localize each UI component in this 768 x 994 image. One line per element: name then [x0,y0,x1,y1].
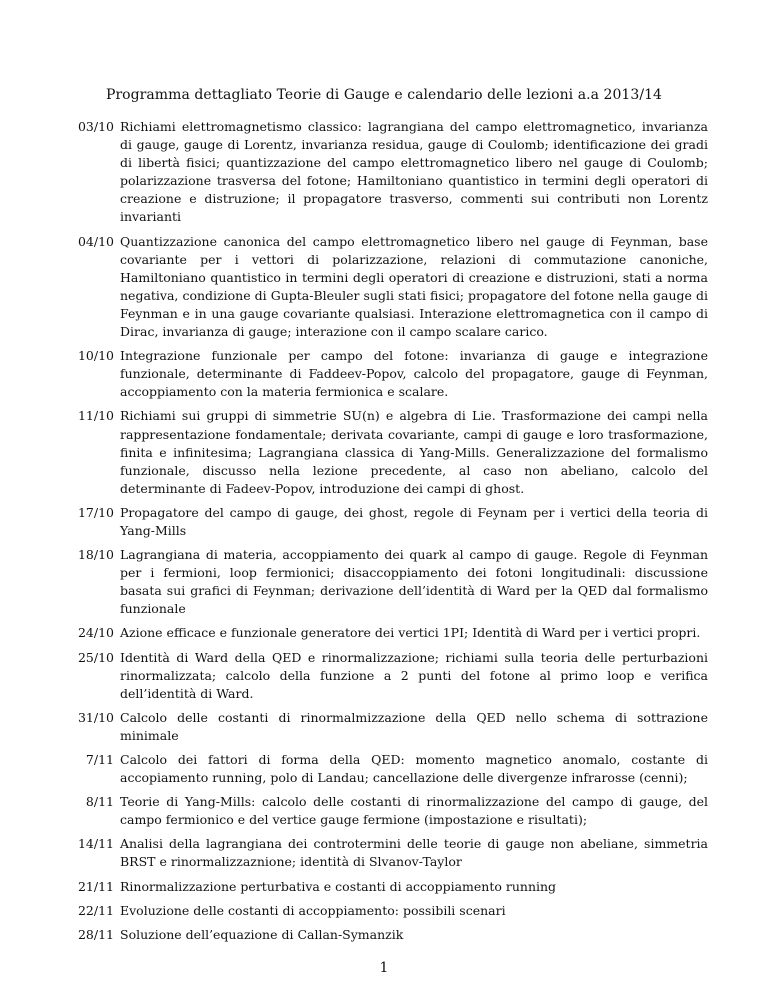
lesson-entry [60,347,708,401]
lesson-entry [60,878,708,896]
lesson-description: Propagatore del campo di gauge, dei ghost, regole di Feynam per i vertici della teoria di Yang-Mills [120,504,708,538]
lesson-date: 21/11 [77,878,114,894]
lesson-description: Calcolo delle costanti di rinormalmizzazione della QED nello schema di sottrazione minimale [120,709,708,743]
lesson-description: Soluzione dell’equazione di Callan-Symanzik [120,926,404,942]
lesson-date: 11/10 [77,408,114,424]
lesson-entry [60,546,708,618]
lesson-entry [60,793,708,829]
lesson-entry [60,902,708,920]
lesson-description: Richiami elettromagnetismo classico: lagrangiana del campo elettromagnetico, invarianza di gauge, gauge di Lorentz, invarianza residua, gauge di Coulomb; identificazione dei gradi di libertà fisici; quantizzazione del campo elettromagnetico libero nel gauge di Coulomb; polarizzazione trasversa del fotone; Hamiltoniano quantistico in termini degli operatori di creazione e distruzione; il propagatore trasverso, commenti sui contributi non Lorentz invarianti [120,119,708,225]
lesson-entry [60,835,708,871]
lesson-description: Azione efficace e funzionale generatore dei vertici 1PI; Identità di Ward per i vertici propri. [120,625,701,641]
page-title: Programma dettagliato Teorie di Gauge e calendario delle lezioni a.a 2013/14 [105,87,663,103]
lesson-entry [60,926,708,944]
lesson-description: Lagrangiana di materia, accoppiamento dei quark al campo di gauge. Regole di Feynman per i fermioni, loop fermionici; disaccoppiamento dei fotoni longitudinali: discussione basata sui grafici di Feynman; derivazione dell’identità di Ward per la QED dal formalismo funzionale [120,547,708,617]
lesson-date: 7/11 [85,752,114,767]
lesson-description: Richiami sui gruppi di simmetrie SU(n) e algebra di Lie. Trasformazione dei campi nella rappresentazione fondamentale; derivata covariante, campi di gauge e loro trasformazione, finita e infinitesima; Lagrangiana classica di Yang-Mills. Generalizzazione del formalismo funzionale, discusso nella lezione precedente, al caso non abeliano, calcolo del determinante di Fadeev-Popov, introduzione dei campi di ghost. [120,408,708,496]
lesson-date: 17/10 [77,504,114,520]
lesson-date: 28/11 [77,926,114,942]
lesson-description: Teorie di Yang-Mills: calcolo delle costanti di rinormalizzazione del campo di gauge, del campo fermionico e del vertice gauge fermione (impostazione e risultati); [120,794,708,828]
lesson-description: Analisi della lagrangiana dei controtermini delle teorie di gauge non abeliane, simmetria BRST e rinormalizzaznione; identità di Slvanov-Taylor [120,836,708,870]
lesson-entry [60,504,708,540]
page-number: 1 [379,960,389,976]
lesson-date: 31/10 [77,709,114,725]
lesson-date: 14/11 [77,836,114,852]
lesson-description: Rinormalizzazione perturbativa e costanti di accoppiamento running [120,878,557,894]
lesson-date: 22/11 [77,902,114,918]
lesson-entry [60,624,708,642]
lesson-date: 03/10 [77,119,114,134]
lesson-date: 24/10 [77,625,114,641]
lesson-entry [60,233,708,342]
lesson-description: Evoluzione delle costanti di accoppiamento: possibili scenari [120,902,506,918]
lesson-entry [60,407,708,497]
lesson-description: Calcolo dei fattori di forma della QED: momento magnetico anomalo, costante di accopiamento running, polo di Landau; cancellazione delle divergenze infrarosse (cenni); [120,752,708,786]
lesson-description: Integrazione funzionale per campo del fotone: invarianza di gauge e integrazione funzionale, determinante di Faddeev-Popov, calcolo del propagatore, gauge di Feynman, accoppiamento con la materia fermionica e scalare. [120,348,708,400]
lesson-entry [60,118,708,227]
lesson-entry [60,709,708,745]
lesson-description: Quantizzazione canonica del campo elettromagnetico libero nel gauge di Feynman, base covariante per i vettori di polarizzazione, relazioni di commutazione canoniche, Hamiltoniano quantistico in termini degli operatori di creazione e distruzioni, stati a norma negativa, condizione di Gupta-Bleuler sugli stati fisici; propagatore del fotone nella gauge di Feynman e in una gauge covariante qualsiasi. Interazione elettromagnetica con il campo di Dirac, invarianza di gauge; interazione con il campo scalare carico. [120,233,708,340]
lesson-entry [60,751,708,787]
lesson-date: 04/10 [77,233,114,249]
lesson-date: 25/10 [77,649,114,665]
lesson-date: 10/10 [77,348,114,364]
lesson-description: Identità di Ward della QED e rinormalizzazione; richiami sulla teoria delle perturbazioni rinormalizzata; calcolo della funzione a 2 punti del fotone al primo loop e verifica dell’identità di Ward. [120,649,708,701]
lesson-date: 8/11 [85,794,114,810]
lesson-date: 18/10 [77,547,114,563]
lesson-entry [60,649,708,703]
